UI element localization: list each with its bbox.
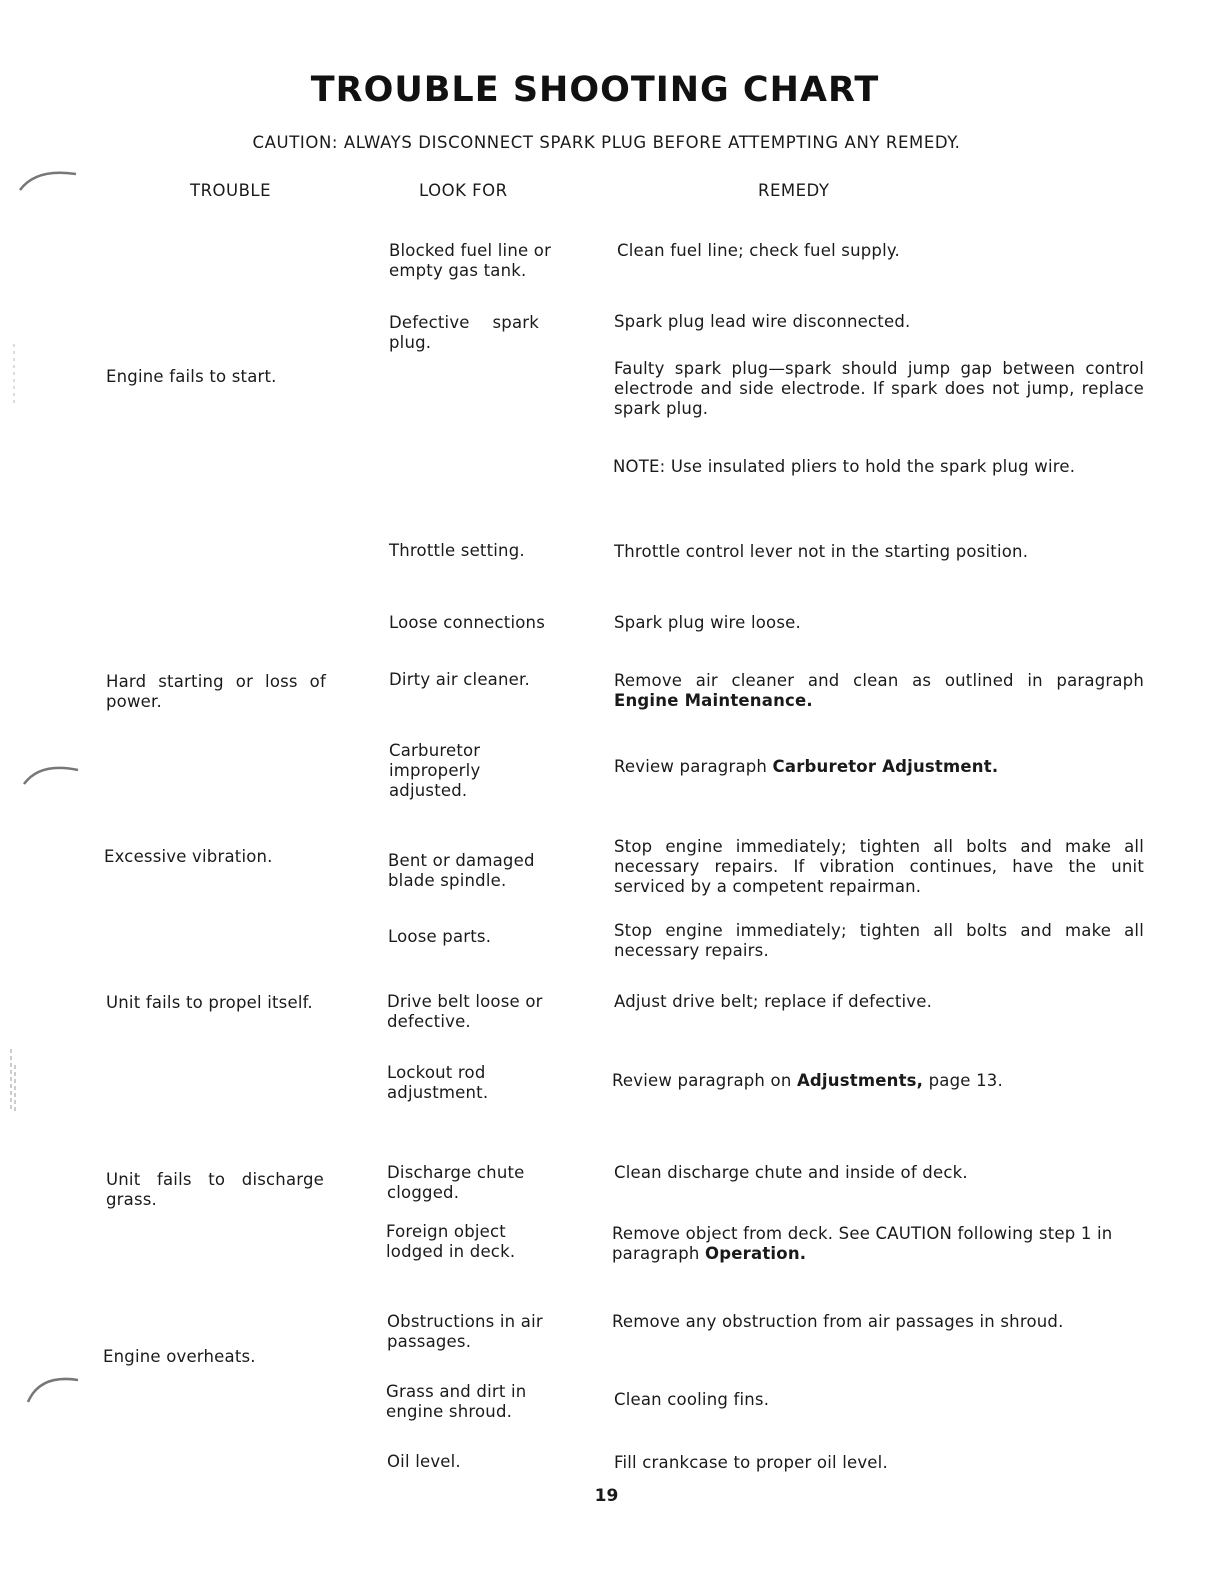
remedy-adjustments-text: Review paragraph on	[612, 1071, 792, 1090]
trouble-engine-overheats: Engine overheats.	[103, 1347, 256, 1366]
header-trouble: TROUBLE	[190, 181, 272, 200]
header-remedy: REMEDY	[758, 181, 830, 200]
remedy-air-cleaner-ref: Engine Maintenance.	[614, 691, 813, 710]
margin-mark	[8, 340, 20, 410]
remedy-spark-plug-wire-loose: Spark plug wire loose.	[614, 613, 801, 632]
remedy-adjustments	[612, 1071, 1142, 1091]
remedy-carburetor	[614, 757, 1144, 777]
remedy-oil-level: Fill crankcase to proper oil level.	[614, 1453, 888, 1472]
look-for-blocked-fuel-line: Blocked fuel line or empty gas tank.	[389, 241, 552, 280]
remedy-carburetor-text: Review paragraph	[614, 757, 768, 776]
look-for-loose-connections: Loose connections	[389, 613, 545, 632]
remedy-obstructions: Remove any obstruction from air passages in shroud.	[612, 1312, 1064, 1331]
look-for-dirty-air-cleaner: Dirty air cleaner.	[389, 670, 530, 689]
binder-hole-mark	[18, 758, 88, 798]
remedy-faulty-spark-plug: Faulty spark plug—spark should jump gap between control electrode and side electrode. If spark does not jump, replace spark plug.	[614, 359, 1144, 418]
remedy-adjustments-page: page 13.	[928, 1071, 1003, 1090]
look-for-obstructions: Obstructions in air passages.	[387, 1312, 543, 1351]
remedy-carburetor-ref: Carburetor Adjustment.	[772, 757, 999, 776]
remedy-drive-belt: Adjust drive belt; replace if defective.	[614, 992, 933, 1011]
look-for-drive-belt: Drive belt loose or defective.	[387, 992, 543, 1031]
remedy-foreign-object	[612, 1224, 1142, 1264]
look-for-foreign-object: Foreign object lodged in deck.	[386, 1222, 516, 1261]
remedy-discharge-chute: Clean discharge chute and inside of deck.	[614, 1163, 968, 1182]
look-for-lockout-rod: Lockout rod adjustment.	[387, 1063, 489, 1102]
caution-note: CAUTION: ALWAYS DISCONNECT SPARK PLUG BEFORE ATTEMPTING ANY REMEDY.	[252, 133, 961, 152]
remedy-cooling-fins: Clean cooling fins.	[614, 1390, 770, 1409]
header-look-for: LOOK FOR	[419, 181, 508, 200]
page-title: TROUBLE SHOOTING CHART	[310, 70, 880, 110]
trouble-hard-starting: Hard starting or loss of power.	[106, 672, 326, 711]
remedy-lead-wire: Spark plug lead wire disconnected.	[614, 312, 911, 331]
binder-hole-mark	[20, 1368, 90, 1413]
trouble-excessive-vibration: Excessive vibration.	[104, 847, 273, 866]
binder-hole-mark	[14, 160, 84, 200]
remedy-air-cleaner	[614, 671, 1144, 711]
look-for-carburetor: Carburetor improperly adjusted.	[389, 741, 481, 800]
remedy-vibration-stop-engine: Stop engine immediately; tighten all bolts and make all necessary repairs. If vibration continues, have the unit serviced by a competent repairman.	[614, 837, 1144, 896]
margin-mark	[6, 1045, 20, 1115]
look-for-bent-blade-spindle: Bent or damaged blade spindle.	[388, 851, 535, 890]
remedy-adjustments-ref: Adjustments,	[796, 1071, 924, 1090]
trouble-fails-to-discharge: Unit fails to discharge grass.	[106, 1170, 324, 1209]
page-number: 19	[594, 1486, 619, 1506]
trouble-engine-fails-to-start: Engine fails to start.	[106, 367, 277, 386]
look-for-discharge-chute: Discharge chute clogged.	[387, 1163, 525, 1202]
remedy-note-insulated-pliers: NOTE: Use insulated pliers to hold the spark plug wire.	[613, 457, 1076, 476]
look-for-throttle-setting: Throttle setting.	[389, 541, 525, 560]
remedy-throttle-lever: Throttle control lever not in the starting position.	[614, 542, 1029, 561]
trouble-fails-to-propel: Unit fails to propel itself.	[106, 993, 313, 1012]
remedy-air-cleaner-text: Remove air cleaner and clean as outlined in paragraph	[614, 671, 1144, 690]
look-for-oil-level: Oil level.	[387, 1452, 461, 1471]
remedy-foreign-object-text: Remove object from deck. See CAUTION following step 1 in paragraph	[612, 1224, 1113, 1263]
look-for-grass-dirt: Grass and dirt in engine shroud.	[386, 1382, 527, 1421]
remedy-clean-fuel-line: Clean fuel line; check fuel supply.	[617, 241, 900, 260]
look-for-defective-spark-plug: Defective spark plug.	[389, 313, 539, 352]
remedy-foreign-object-ref: Operation.	[705, 1244, 807, 1263]
look-for-loose-parts: Loose parts.	[388, 927, 492, 946]
remedy-loose-parts: Stop engine immediately; tighten all bolts and make all necessary repairs.	[614, 921, 1144, 960]
